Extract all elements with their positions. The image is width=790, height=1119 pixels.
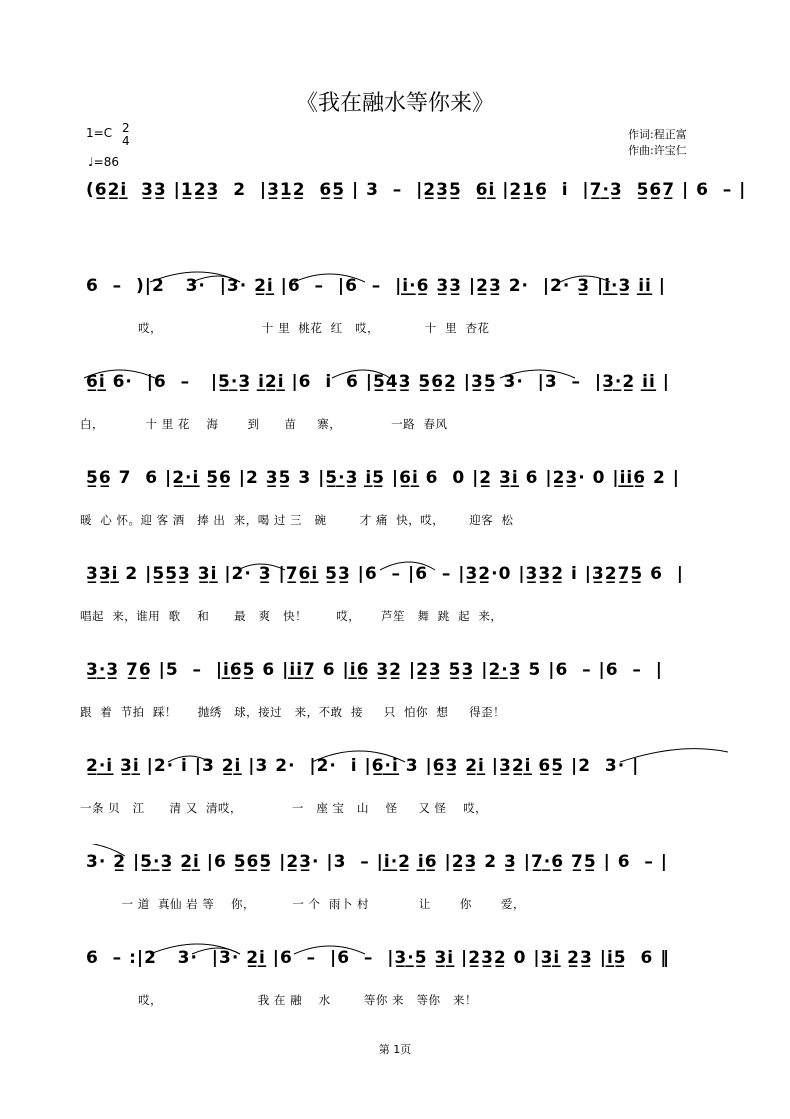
notation-row (80, 268, 730, 308)
score-line-1 (80, 172, 747, 262)
key-signature: 1=C (86, 126, 113, 140)
tempo-value: =86 (93, 155, 119, 169)
lyrics-row: 一条 贝 江 清 又 清哎， 一 座 宝 山 怪 又 怪 哎， (80, 801, 488, 815)
notation-text: 6 – :|2 3· |3· 2̲i̲ |6 – |6 – |3̲·̲5̲ 3̲i̲ |2̲3̲2̲ 0 |3̲i̲ 2̲3̲ |i̲5̲ 6 ‖ (86, 948, 670, 968)
notation-row (80, 748, 730, 788)
page-number: 第 1页 (378, 1043, 412, 1056)
score-line-5 (80, 556, 730, 646)
lyricist-credit: 作词:程正富 (628, 128, 687, 141)
notation-row (80, 460, 730, 500)
notation-text: 5̲6̲ 7 6 |2̲·̲i̲ 5̲6̲ |2 3̲5̲ 3 |5̲·̲3̲ i̲5̲ |6̲i̲ 6 0 |2̲ 3̲i̲ 6 |2̲3̲· 0 |i̲i̲6̲ 2 | (86, 468, 680, 488)
notation-row (80, 844, 730, 884)
notation-text: 3̲3̲i̲ 2 |5̲5̲3̲ 3̲i̲ |2· 3̲ |7̲6̲i̲ 5̲3̲ |6 – |6 – |3̲2̲·0 |3̲3̲2̲ i |3̲2̲7̲5̲ 6 | (86, 564, 685, 584)
notation-text: 3· 2̲ |5̲·̲3̲ 2̲i̲ |6 5̲6̲5̲ |2̲3̲· |3 – |i̲·̲2̲ i̲6̲ |2̲3̲ 2 3̲ |7̲·̲6̲ 7̲5̲ | 6 – | (86, 852, 668, 872)
time-signature-top: 2 (122, 121, 130, 135)
composer-credit: 作曲:许宝仁 (628, 144, 687, 157)
notation-text: 6̲i̲ 6· |6 – |5̲·̲3̲ i̲2̲i̲ |6 i 6 |5̲4̲3̲ 5̲6̲2̲ |3̲5̲ 3· |3 – |3̲·̲2̲ i̲i̲ | (86, 372, 670, 392)
lyrics-row: 跟 着 节拍 踩！ 抛绣 球，接过 来，不敢 接 只 怕你 想 得歪！ (80, 705, 506, 719)
score-line-3 (80, 364, 730, 454)
notation-row (80, 940, 730, 980)
lyrics-row: 白， 十 里 花 海 到 苗 寨， 一路 春风 (80, 417, 448, 431)
score-line-7 (80, 748, 730, 838)
notation-text: 6 – )|2 3· |3· 2̲i̲ |6 – |6 – |i̲·̲6̲ 3̲3̲ |2̲3̲ 2· |2· 3̲ |i̲·̲3̲ i̲i̲ | (86, 276, 667, 296)
notation-text: 2̲·̲i̲ 3̲i̲ |2· i |3 2̲i̲ |3 2· |2· i |6̲·̲i̲ 3 |6̲3̲ 2̲i̲ |3̲2̲i̲ 6̲5̲ |2 3· | (86, 756, 640, 776)
notation-text: 3̲·̲3̲ 7̲6̲ |5 – |i̲6̲5̲ 6 |i̲i̲7̲ 6 |i̲6̲ 3̲2̲ |2̲3̲ 5̲3̲ |2̲·̲3̲ 5 |6 – |6 – | (86, 660, 663, 680)
notation-row (80, 652, 730, 692)
song-title: 《我在融水等你来》 (295, 91, 494, 116)
notation-text: (6̲2̲i̲ 3̲3̲ |1̲2̲3̲ 2 |3̲1̲2̲ 6̲5̲ | 3 – |2̲3̲5̲ 6̲i̲ |2̲1̲6̲ i |7̲·̲3̲ 5̲6̲7̲ | 6 – | (86, 180, 747, 200)
score-line-9 (80, 940, 730, 1030)
score-line-6 (80, 652, 730, 742)
notation-row (80, 364, 730, 404)
time-signature (122, 122, 130, 148)
score-line-2 (80, 268, 730, 358)
credits (628, 127, 687, 159)
time-signature-bottom: 4 (122, 134, 130, 148)
lyrics-row: 唱起 来，谁用 歌 和 最 爽 快！ 哎， 芦笙 舞 跳 起 来， (80, 609, 503, 623)
tempo-marking (88, 155, 119, 169)
lyrics-row: 哎， 十 里 桃花 红 哎， 十 里 杏花 (80, 321, 490, 335)
notation-row (80, 172, 747, 212)
notation-row (80, 556, 730, 596)
score-line-8 (80, 844, 730, 934)
lyrics-row: 暖 心 怀。迎 客 酒 捧 出 来，喝 过 三 碗 才 痛 快，哎， 迎客 松 (80, 513, 514, 527)
lyrics-row: 哎， 我 在 融 水 等你 来 等你 来！ (80, 993, 478, 1007)
quarter-note-icon: ♩ (88, 155, 94, 169)
score-line-4 (80, 460, 730, 550)
lyrics-row: 一 道 真仙 岩 等 你， 一 个 雨卜 村 让 你 爱， (80, 897, 526, 911)
